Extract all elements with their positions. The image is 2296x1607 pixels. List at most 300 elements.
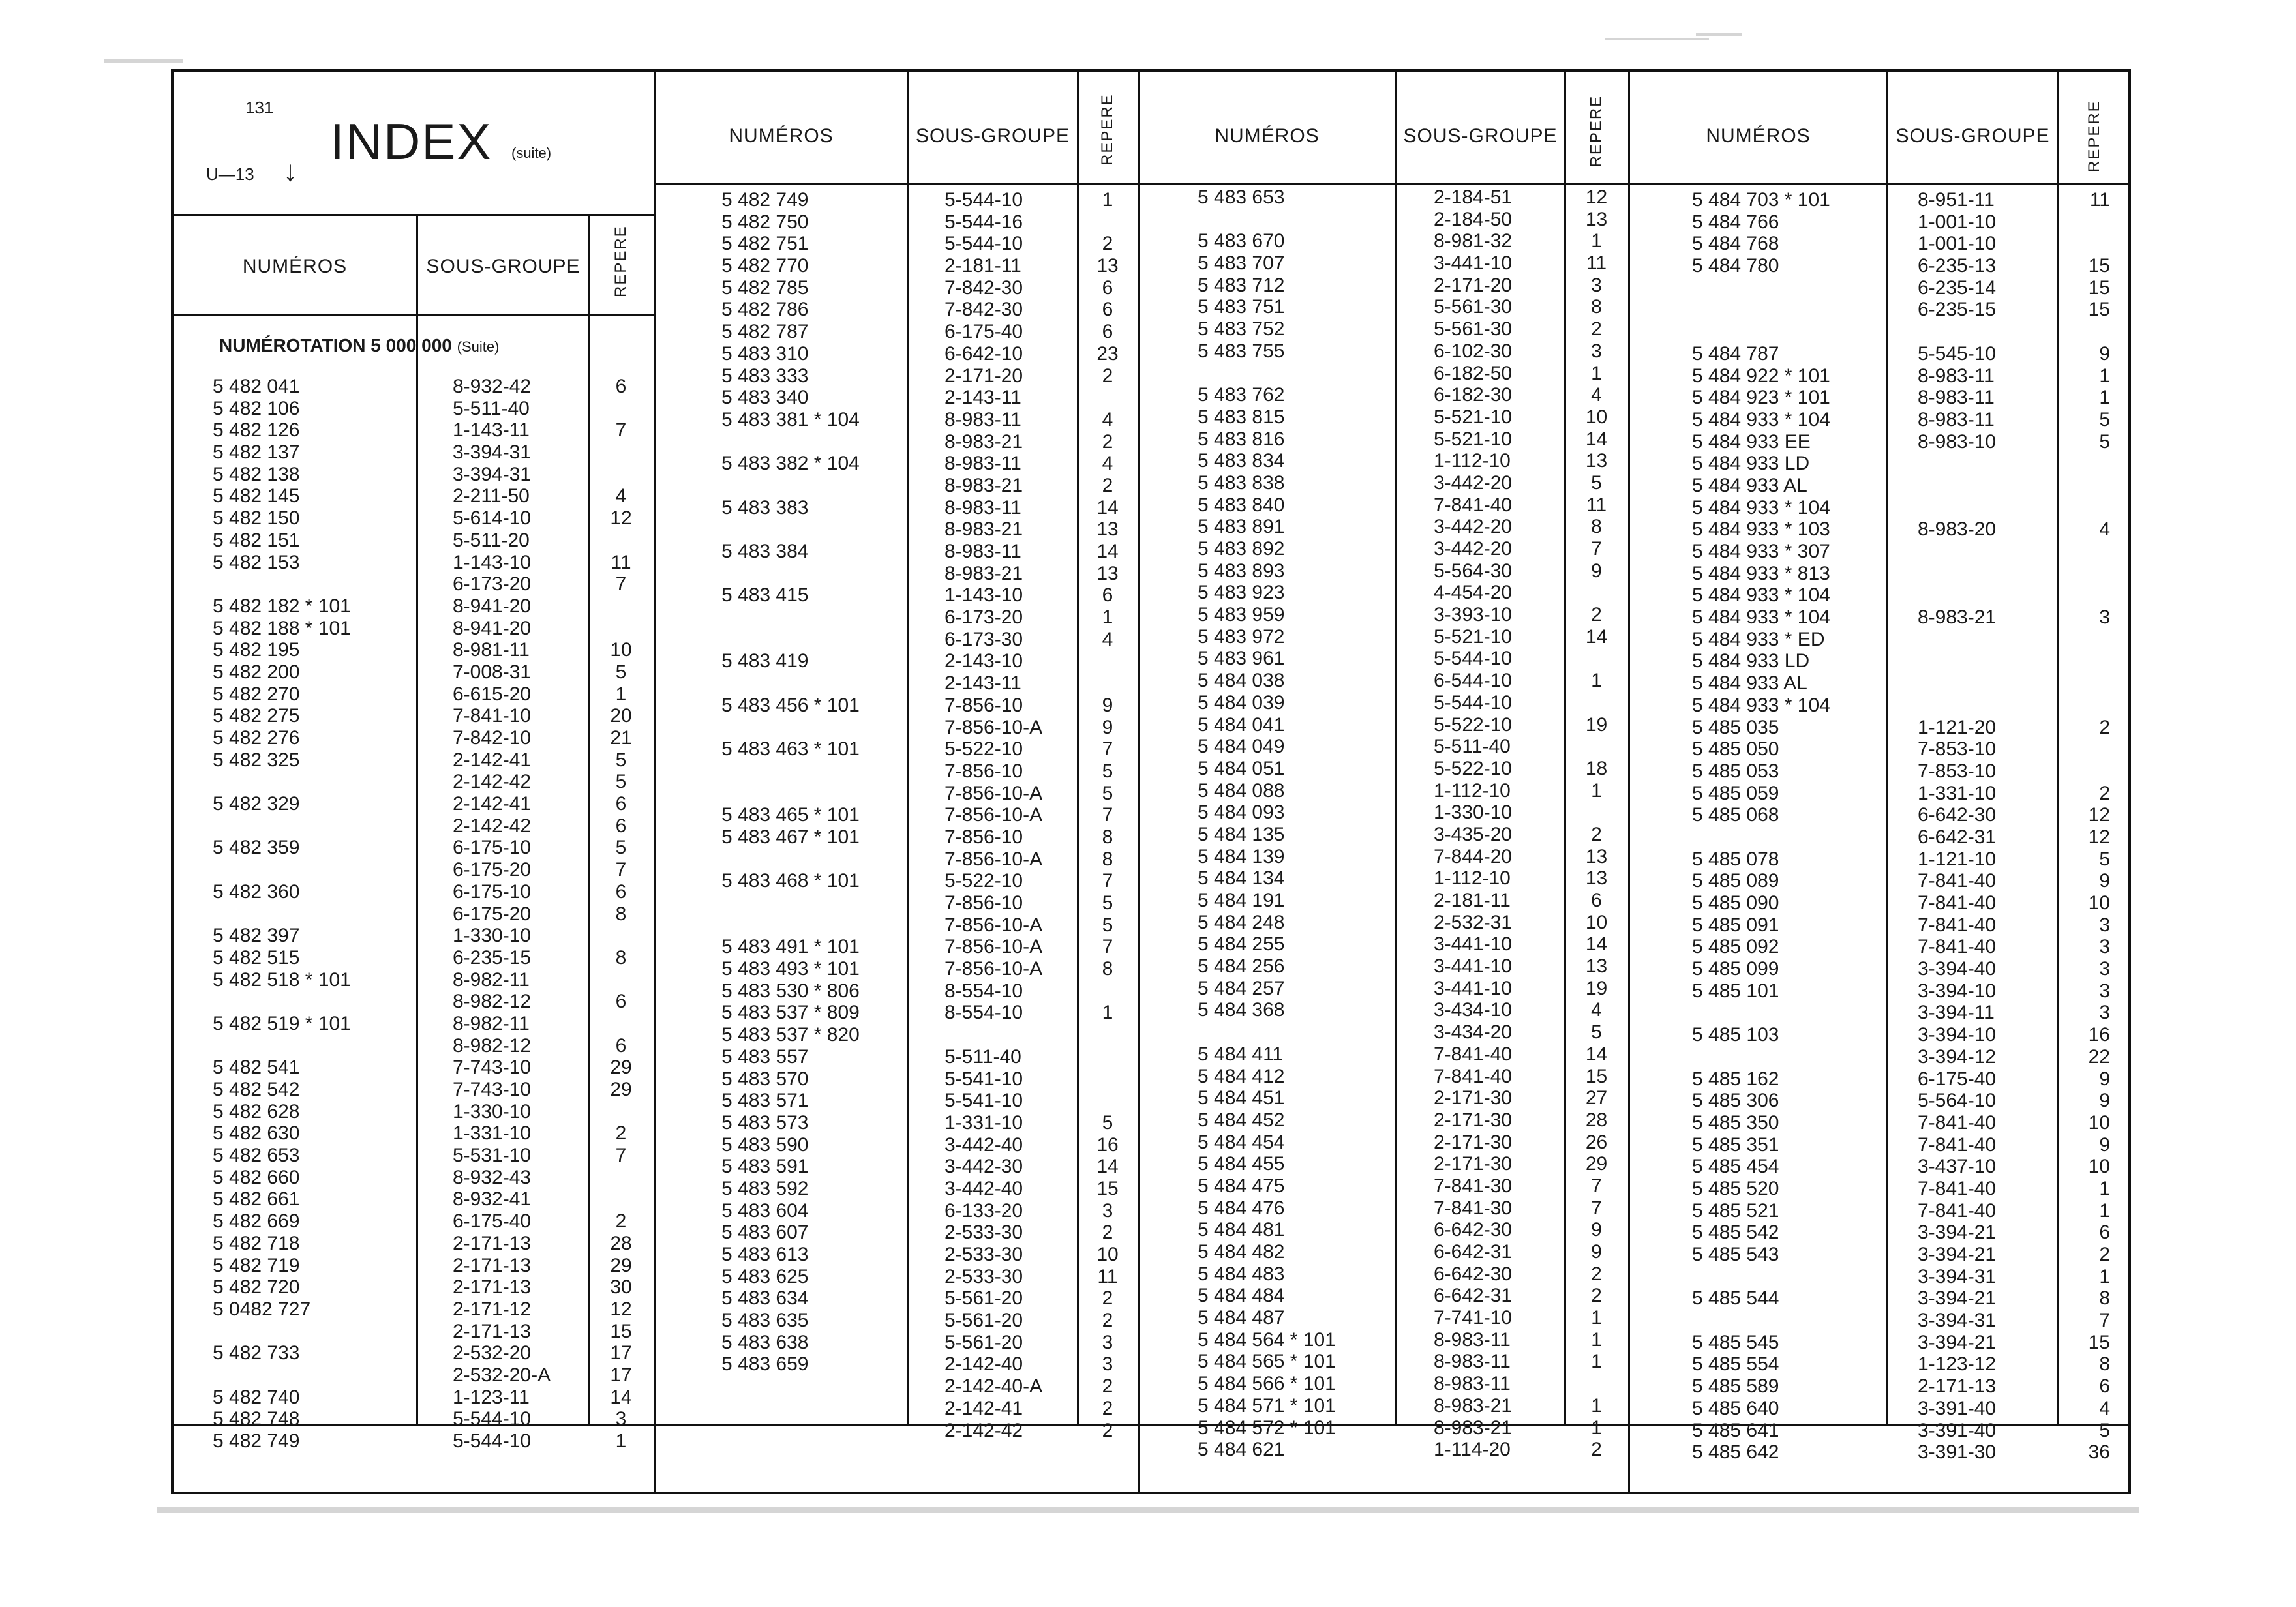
list-item: 7-856-10-A [944,782,1043,804]
list-item: 5 484 933 LD [1692,453,1810,475]
list-item: 5 484 482 [1198,1241,1285,1263]
list-item: 1 [2099,1177,2110,1199]
list-item: 4 [1102,408,1113,430]
list-item: 5 483 816 [1198,428,1285,450]
list-item: 6-175-40 [944,321,1023,343]
list-item: 7-841-40 [1918,1177,1997,1199]
list-item: 3-394-10 [1918,1024,1997,1046]
list-item: 13 [1585,208,1608,230]
list-item: 5 484 257 [1198,977,1285,999]
list-item: 5 484 093 [1198,802,1285,824]
list-item: 2 [1591,1285,1602,1307]
list-item: 5 482 106 [213,397,300,419]
list-item: 5 485 035 [1692,716,1779,738]
list-item: 1-143-10 [944,584,1023,607]
list-item [1078,650,1138,672]
list-item [2058,475,2110,497]
list-item: 1 [1102,1002,1113,1024]
list-item: 23 [1096,342,1119,365]
list-item: 17 [610,1342,632,1364]
list-item: 2 [1591,1439,1602,1461]
list-item: 2 [1102,430,1113,453]
list-item: 3-394-31 [1918,1265,1997,1287]
list-item: 7-844-20 [1434,845,1513,867]
list-item: 5 483 591 [721,1156,809,1178]
list-item: 2-142-41 [944,1397,1023,1419]
list-item: 18 [1585,757,1608,779]
list-item: 7 [1591,1197,1602,1219]
list-item: 3-442-40 [944,1134,1023,1156]
list-item: 5 482 750 [721,211,809,233]
col4-sous-groupe [1918,189,2057,1464]
list-item: 27 [1585,1087,1608,1109]
list-item: 5 484 768 [1692,233,1779,255]
list-item: 5 [615,661,627,683]
header-repere: REPERE [1587,95,1605,168]
list-item: 10 [2088,1156,2110,1178]
list-item: 10 [610,639,632,661]
list-item: 9 [2099,1068,2110,1090]
list-item: 11 [611,551,631,573]
list-item [1078,1068,1138,1090]
list-item: 5 485 454 [1692,1156,1779,1178]
list-item: 6 [1102,321,1113,343]
list-item: 7-841-40 [1918,936,1997,958]
list-item: 5 484 484 [1198,1285,1285,1307]
list-item: 3-394-12 [1918,1045,1997,1068]
list-item: 5-544-10 [453,1430,532,1452]
list-item: 1-330-10 [453,925,532,947]
list-item: 6-642-30 [1434,1263,1513,1285]
list-item: 2-532-31 [1434,911,1513,933]
list-item: 5 484 455 [1198,1153,1285,1175]
list-item [213,859,415,881]
list-item: 3-442-20 [1434,516,1513,538]
list-item: 4 [1102,453,1113,475]
list-item: 5 484 780 [1692,255,1779,277]
list-item: 14 [1585,625,1608,648]
list-item: 8-554-10 [944,980,1023,1002]
list-item: 6-173-20 [944,607,1023,629]
list-item: 19 [1585,977,1608,999]
list-item: 5-544-10 [453,1408,532,1430]
list-item: 2-184-51 [1434,187,1513,208]
list-item [588,530,654,552]
list-item: 2 [2099,782,2110,804]
list-item: 1 [1591,1394,1602,1417]
list-item: 5 484 135 [1198,823,1285,845]
list-item: 5 482 151 [213,529,300,551]
list-item: 15 [2088,299,2110,321]
list-item: 2-142-42 [453,815,532,837]
list-item [2058,321,2110,343]
list-item: 5 484 451 [1198,1087,1285,1109]
list-item: 5 484 933 AL [1692,672,1807,695]
list-item: 2 [615,1122,627,1145]
list-item: 2-171-30 [1434,1131,1513,1153]
list-item: 10 [1585,406,1608,428]
list-item: 5 484 088 [1198,779,1285,802]
list-item: 5 483 638 [721,1331,809,1353]
list-item: 5 484 255 [1198,933,1285,955]
list-item: 1-331-10 [1918,782,1997,804]
header-repere: REPERE [1098,93,1116,166]
list-item: 5 482 751 [721,233,809,255]
list-item: 5 484 572 * 101 [1198,1417,1336,1439]
list-item: 7-853-10 [1918,738,1997,760]
list-item: 5 484 487 [1198,1307,1285,1329]
list-item: 5-541-10 [944,1068,1023,1090]
list-item: 4 [615,485,627,507]
list-item [1692,321,1886,343]
header-numeros: NUMÉROS [729,125,834,147]
list-item: 3-394-10 [1918,980,1997,1002]
list-item [1918,695,2057,717]
list-item: 5 484 565 * 101 [1198,1351,1336,1373]
list-item: 5 483 465 * 101 [721,804,860,826]
list-item: 3 [1102,1331,1113,1353]
list-item: 2-533-30 [944,1222,1023,1244]
list-item: 6-642-31 [1918,826,1997,848]
list-item: 5 [2099,430,2110,453]
list-item: 6-235-15 [453,946,532,969]
list-item [1078,1024,1138,1046]
list-item [1918,453,2057,475]
list-item: 15 [2088,277,2110,299]
list-item: 5 483 382 * 104 [721,453,860,475]
divider [1395,72,1397,1426]
list-item: 2-171-30 [1434,1087,1513,1109]
list-item: 3 [1591,340,1602,362]
list-item: 26 [1585,1131,1608,1153]
list-item [2058,541,2110,563]
list-item: 5 483 604 [721,1199,809,1222]
list-item: 3-394-11 [1918,1002,1995,1024]
list-item: 1 [2099,387,2110,409]
list-item: 3-442-20 [1434,472,1513,494]
list-item [1198,1021,1395,1044]
list-item [588,618,654,640]
list-item: 5 483 493 * 101 [721,958,860,980]
list-item [1918,541,2057,563]
list-item: 1-112-10 [1434,867,1511,890]
section-subtitle: (Suite) [457,338,500,355]
list-item: 3 [1102,1199,1113,1222]
list-item: 6-175-40 [453,1210,532,1233]
list-item: 4 [1591,384,1602,406]
list-item: 9 [2099,1134,2110,1156]
list-item: 11 [2089,189,2110,211]
list-item: 5 482 733 [213,1342,300,1364]
list-item: 1-330-10 [453,1100,532,1122]
list-item: 14 [1585,933,1608,955]
list-item: 5 483 961 [1198,648,1285,670]
list-item: 1-001-10 [1918,233,1997,255]
list-item: 5 482 785 [721,277,809,299]
list-item: 5 482 661 [213,1188,300,1210]
list-item: 5 483 415 [721,584,809,607]
list-item: 2-143-10 [944,650,1023,672]
list-item: 14 [1585,1043,1608,1065]
list-item: 5 483 607 [721,1222,809,1244]
divider [416,214,418,1426]
list-item [588,1167,654,1189]
list-item: 3-394-40 [1918,958,1997,980]
list-item: 5 485 059 [1692,782,1779,804]
list-item: 6-544-10 [1434,670,1513,692]
list-item: 12 [1585,187,1608,208]
list-item: 5 [1591,1021,1602,1044]
list-item: 5 484 787 [1692,342,1779,365]
list-item: 5-522-10 [944,870,1023,892]
list-item: 5 482 770 [721,255,809,277]
list-item: 5 484 049 [1198,736,1285,758]
list-item: 5 484 139 [1198,845,1285,867]
list-item [2058,738,2110,760]
list-item: 8 [1102,826,1113,848]
header-sous-groupe: SOUS-GROUPE [1403,125,1558,147]
header-repere: REPERE [612,225,629,297]
list-item: 20 [610,705,632,727]
list-item: 29 [610,1057,632,1079]
list-item: 1 [1591,1351,1602,1373]
list-item: 5 483 972 [1198,625,1285,648]
list-item: 6-133-20 [944,1199,1023,1222]
list-item [721,563,907,585]
list-item: 2 [1102,1222,1113,1244]
panel-divider [654,72,656,1492]
list-item: 8-983-11 [1918,387,1995,409]
list-item: 6 [615,1034,627,1057]
list-item: 5-544-10 [944,233,1023,255]
list-item: 8-983-21 [1434,1394,1513,1417]
list-item: 8-983-21 [944,518,1023,541]
list-item: 7-841-40 [1434,1043,1513,1065]
list-item: 5 485 350 [1692,1111,1779,1134]
list-item: 5-511-40 [453,397,530,419]
list-item: 2 [1591,823,1602,845]
list-item [1918,672,2057,695]
list-item: 5 [1102,1111,1113,1134]
list-item: 5 483 456 * 101 [721,694,860,716]
list-item: 5 485 090 [1692,892,1779,914]
list-item: 5 482 740 [213,1386,300,1408]
list-item: 8 [1591,296,1602,318]
list-item: 5-561-30 [1434,318,1513,340]
list-item: 8-982-11 [453,969,530,991]
list-item: 5-561-20 [944,1287,1023,1310]
header-repere: REPERE [2085,100,2103,172]
list-item: 10 [2088,892,2110,914]
list-item [1198,363,1395,385]
list-item: 16 [2088,1024,2110,1046]
list-item: 7-841-40 [1918,1134,1997,1156]
list-item: 3-442-20 [1434,538,1513,560]
list-item [1692,277,1886,299]
list-item [2058,672,2110,695]
header-sous-groupe: SOUS-GROUPE [1896,125,2050,147]
list-item: 1-330-10 [1434,802,1513,824]
list-item: 7-856-10 [944,694,1023,716]
list-item [2058,695,2110,717]
list-item: 3 [2099,936,2110,958]
list-item: 8-983-20 [1918,518,1997,541]
list-item: 5 483 491 * 101 [721,936,860,958]
list-item: 5-511-40 [944,1045,1021,1068]
list-item [588,1188,654,1210]
list-item: 2 [1102,1419,1113,1441]
list-item: 5 483 557 [721,1045,809,1068]
list-item: 7 [2099,1310,2110,1332]
list-item: 1 [1591,779,1602,802]
list-item: 13 [1096,255,1119,277]
list-item: 8-983-11 [944,496,1021,518]
list-item [2058,563,2110,585]
list-item: 5 482 145 [213,485,300,507]
list-item: 1-121-10 [1918,848,1997,870]
list-item: 5 484 481 [1198,1219,1285,1241]
list-item: 1-123-11 [453,1386,530,1408]
list-item: 8 [615,903,627,925]
list-item: 2-143-11 [944,387,1021,409]
list-item: 5 484 933 EE [1692,430,1811,453]
list-item: 8-983-10 [1918,430,1997,453]
list-item: 5-561-20 [944,1310,1023,1332]
page-number: 131 [245,98,274,117]
list-item: 5 482 041 [213,376,300,397]
list-item: 5 484 454 [1198,1131,1285,1153]
list-item: 1 [615,683,627,705]
list-item: 5 483 590 [721,1134,809,1156]
list-item: 5 483 653 [1198,187,1285,208]
list-item [1565,802,1628,824]
list-item [2058,453,2110,475]
list-item: 6-235-15 [1918,299,1997,321]
list-item: 1 [2099,1265,2110,1287]
list-item: 5 0482 727 [213,1298,311,1320]
divider [1886,72,1888,1426]
list-item: 2 [1102,474,1113,496]
list-item: 5 484 475 [1198,1175,1285,1197]
list-item: 5 485 089 [1692,870,1779,892]
list-item: 3-394-21 [1918,1222,1997,1244]
list-item: 2 [1102,1397,1113,1419]
list-item: 5-544-16 [944,211,1023,233]
list-item: 5 484 933 * ED [1692,628,1825,650]
list-item: 5-511-40 [1434,736,1511,758]
list-item: 5 482 628 [213,1100,300,1122]
list-item: 2-181-11 [944,255,1021,277]
list-item: 7 [1102,870,1113,892]
list-item: 7-841-10 [453,705,532,727]
list-item: 5 483 635 [721,1310,809,1332]
list-item: 11 [1586,252,1607,275]
list-item: 5 483 625 [721,1265,809,1287]
header-numeros: NUMÉROS [242,256,348,277]
list-item: 8-981-32 [1434,230,1513,252]
list-item [721,607,907,629]
list-item [1078,387,1138,409]
list-item: 3 [1591,274,1602,296]
list-item [1918,475,2057,497]
list-item: 9 [1591,560,1602,582]
list-item [213,573,415,595]
list-item: 15 [1585,1065,1608,1087]
list-item: 5 485 642 [1692,1441,1779,1464]
list-item: 17 [610,1364,632,1386]
list-item: 6 [615,376,627,397]
list-item: 5 484 134 [1198,867,1285,890]
list-item: 7 [1591,1175,1602,1197]
list-item: 2 [1591,604,1602,626]
list-item: 8-983-11 [944,453,1021,475]
list-item: 3-442-30 [944,1156,1023,1178]
list-item: 8 [2099,1287,2110,1310]
list-item [1918,497,2057,519]
list-item: 5 484 041 [1198,713,1285,736]
list-item: 6-173-20 [453,573,532,595]
section-title-text: NUMÉROTATION 5 000 000 [219,335,452,355]
list-item: 8-983-11 [944,408,1021,430]
list-item [213,771,415,793]
list-item: 8-983-21 [944,562,1023,584]
list-item [588,464,654,486]
list-item: 1 [1102,189,1113,211]
list-item [944,1024,1077,1046]
list-item: 5 482 749 [721,189,809,211]
list-item [721,518,907,541]
list-item: 6-175-20 [453,903,532,925]
list-item: 1 [1591,1307,1602,1329]
list-item: 1-143-10 [453,551,532,573]
list-item [1078,980,1138,1002]
list-item: 5 482 542 [213,1079,300,1100]
list-item: 8-983-21 [944,474,1023,496]
list-item: 2-533-30 [944,1265,1023,1287]
list-item: 5 482 787 [721,321,809,343]
list-item [1918,629,2057,651]
list-item: 8-982-11 [453,1012,530,1034]
list-item: 6 [615,880,627,903]
list-item [721,431,907,453]
list-item: 12 [610,507,632,530]
list-item: 2 [2099,1244,2110,1265]
list-item: 2-171-13 [453,1232,532,1254]
list-item [721,475,907,497]
list-item: 3 [1102,1353,1113,1375]
list-item: 5 482 329 [213,793,300,815]
list-item: 9 [2099,342,2110,365]
list-item: 5 482 397 [213,925,300,947]
list-item [721,914,907,937]
list-item: 6 [1102,584,1113,607]
list-item [1565,648,1628,670]
list-item: 4 [1591,999,1602,1021]
scan-noise [1605,38,1709,40]
list-item: 1-331-10 [944,1111,1023,1134]
list-item: 1-331-10 [453,1122,532,1145]
list-item [213,1364,415,1387]
list-item: 8-982-12 [453,1034,532,1057]
list-item: 5 482 719 [213,1254,300,1276]
list-item: 5 484 766 [1692,211,1779,233]
list-item: 8 [2099,1353,2110,1375]
list-item: 6-615-20 [453,683,532,705]
list-item: 5 [2099,848,2110,870]
list-item: 8-983-11 [1434,1351,1511,1373]
list-item: 3-394-21 [1918,1331,1997,1353]
list-item: 5 484 452 [1198,1109,1285,1131]
